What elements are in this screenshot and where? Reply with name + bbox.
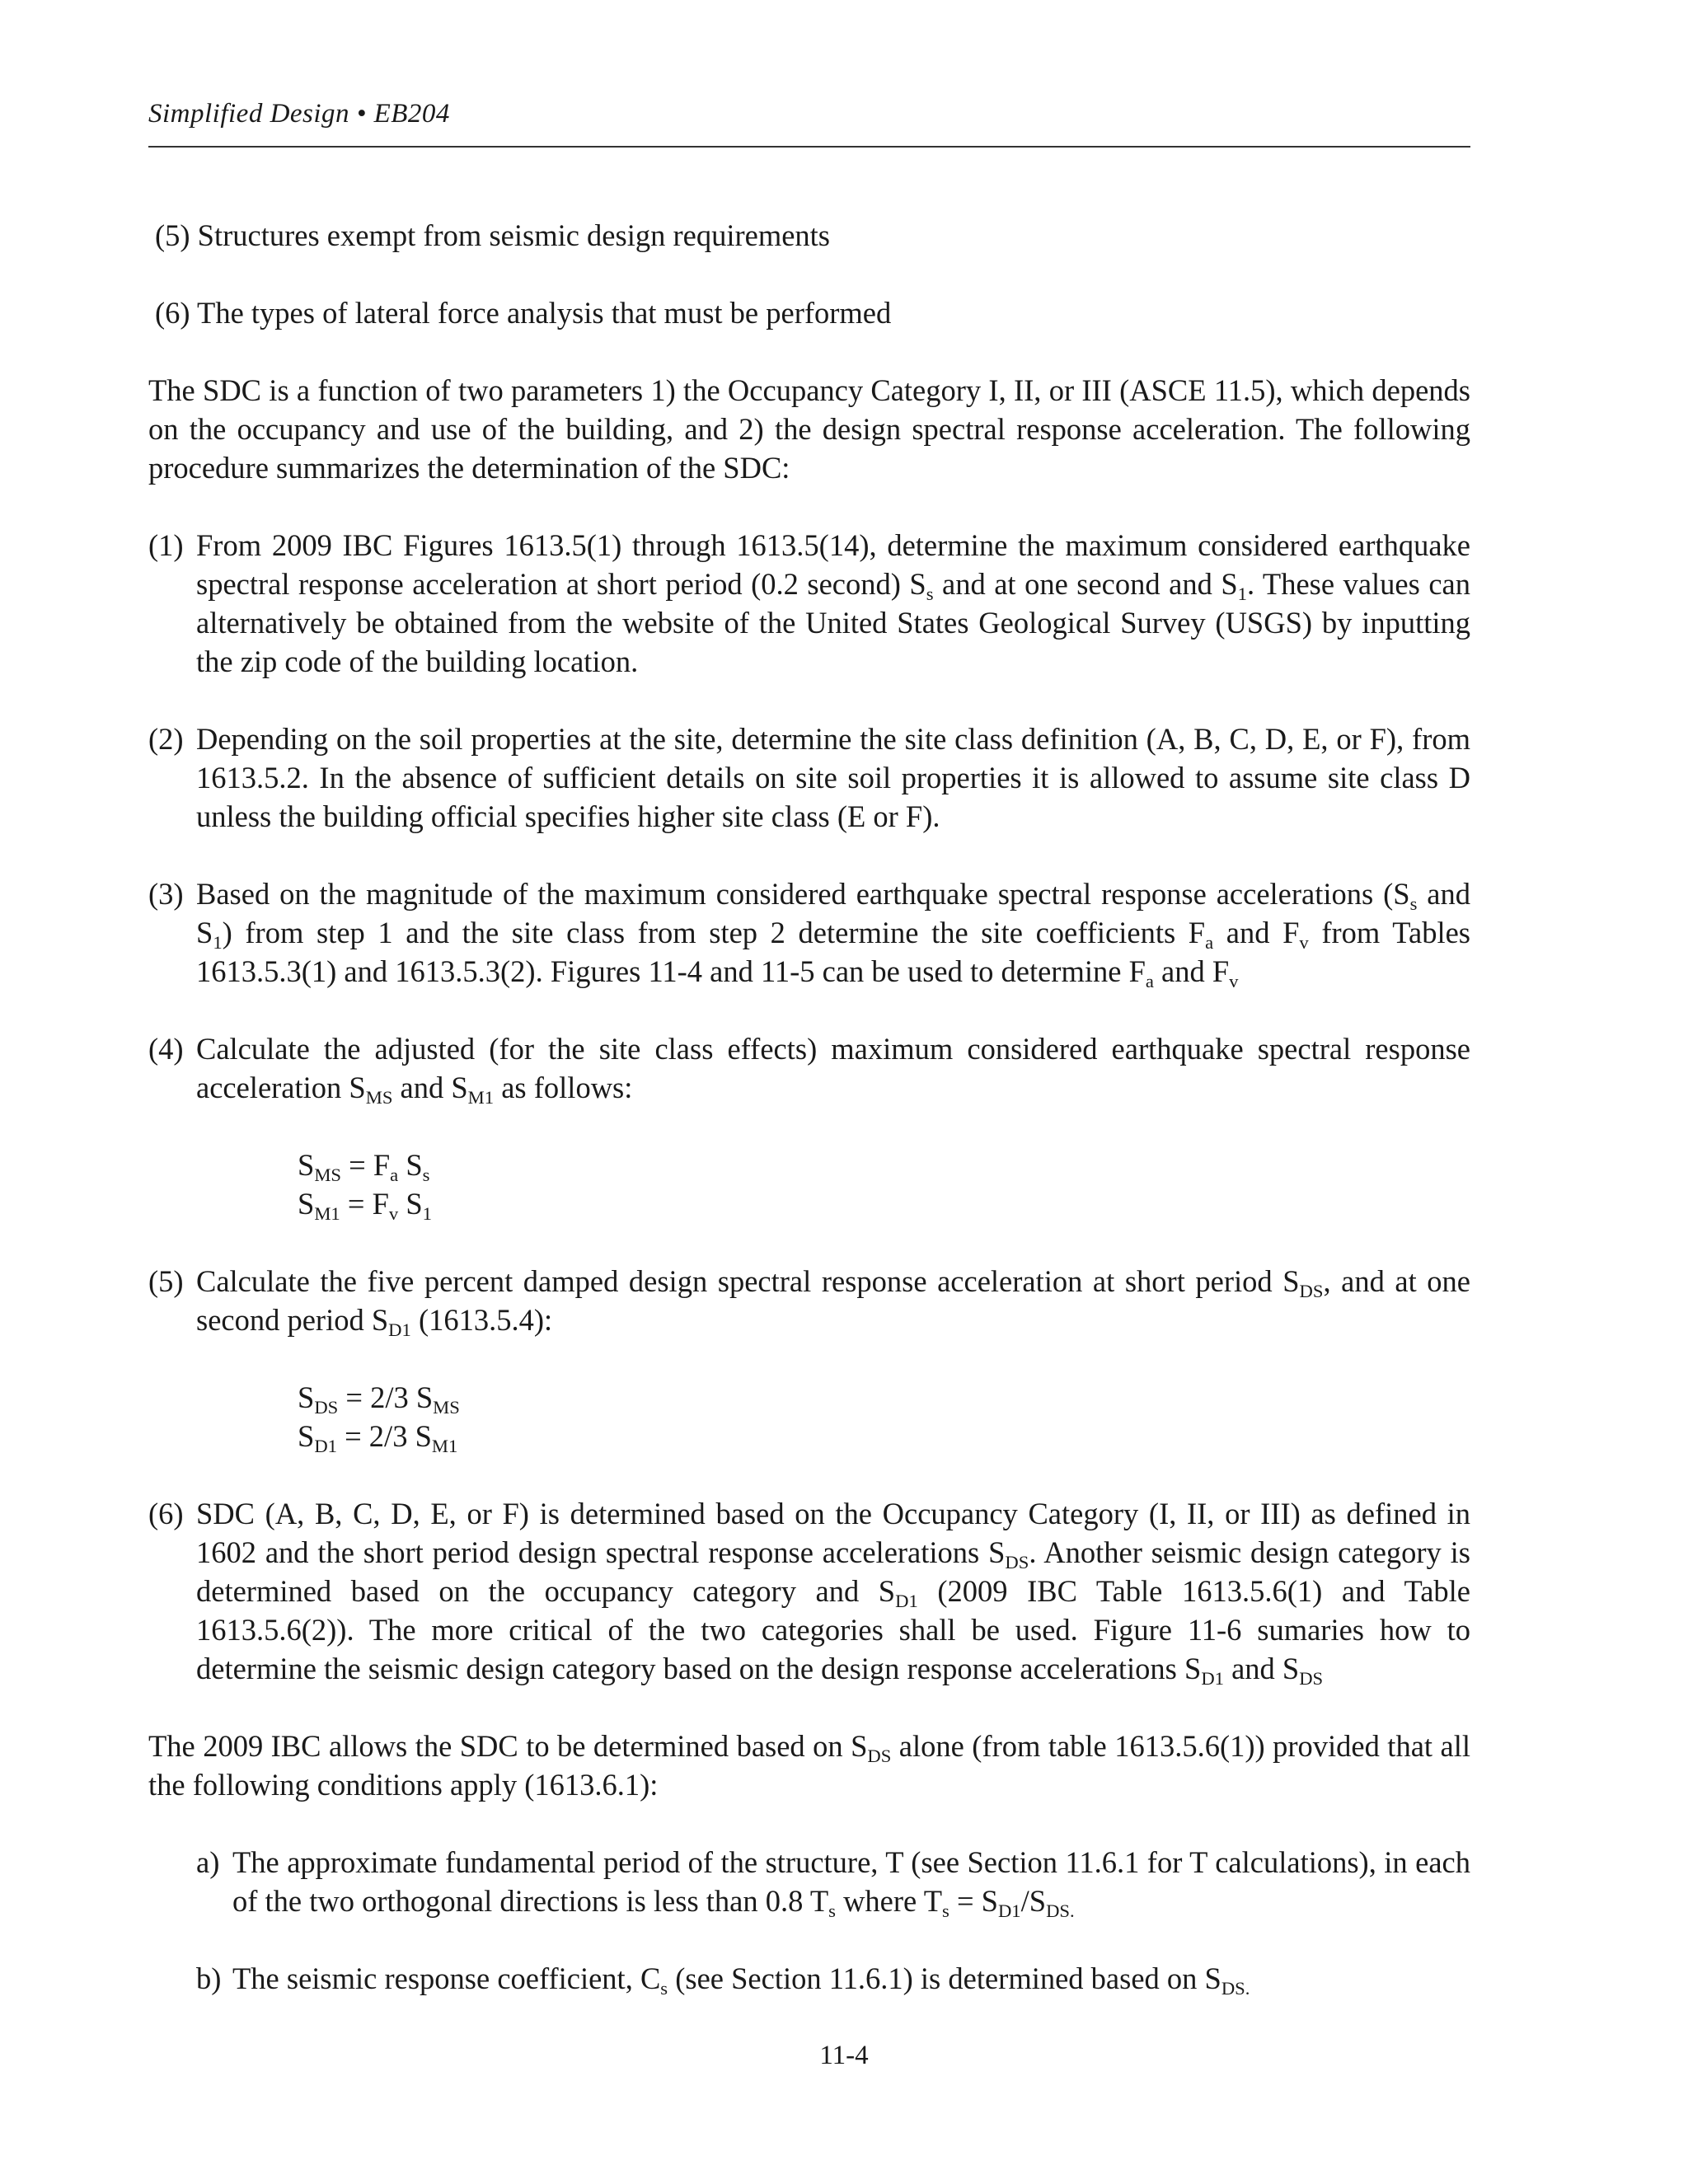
step-3 <box>148 874 1470 991</box>
step-text: Calculate the five percent damped design spectral response acceleration at short period $S_{DS}$, and at one second period $S_{D1}$ (1613.5.4): <box>196 1264 1471 1340</box>
condition-b <box>196 1959 1470 1998</box>
step-number: (5) <box>148 1264 184 1298</box>
equation-sd1: $S_{D1} = 2/3$ $S_{M1}$ <box>298 1419 458 1456</box>
ibc-conditions-paragraph: The 2009 IBC allows the SDC to be determined based on $S_{DS}$ alone (from table 1613.5.6(1)) provided that all the following conditions apply (1613.6.1): <box>148 1729 1470 1802</box>
step-number: (4) <box>148 1032 184 1066</box>
equation-block-sds-sd1 <box>148 1378 1470 1455</box>
page-number: 11-4 <box>819 2041 869 2070</box>
running-header: Simplified Design • EB204 <box>148 99 450 129</box>
step-number: (3) <box>148 877 184 911</box>
equation-block-sms-sm1 <box>148 1146 1470 1223</box>
step-4 <box>148 1029 1470 1107</box>
header-rule <box>148 146 1470 148</box>
step-2 <box>148 719 1470 836</box>
step-1 <box>148 526 1470 681</box>
intro-item-6: (6) The types of lateral force analysis that must be performed <box>155 296 892 330</box>
equation-sds: $S_{DS} = 2/3$ $S_{MS}$ <box>298 1380 460 1418</box>
condition-label: b) <box>196 1961 222 1995</box>
page-body <box>148 216 1470 2036</box>
step-number: (6) <box>148 1497 184 1530</box>
intro-item-5: (5) Structures exempt from seismic design requirements <box>155 218 831 252</box>
sdc-intro-paragraph: The SDC is a function of two parameters 1) the Occupancy Category I, II, or III (ASCE 11.5), which depends on the occupancy and use of the building, and 2) the design spectral response acceleration. The following procedure summarizes the determination of the SDC: <box>148 373 1470 485</box>
condition-text: The seismic response coefficient, $C_s$ (see Section 11.6.1) is determined based on $S_{DS.}$ <box>232 1961 1250 1999</box>
step-text: SDC (A, B, C, D, E, or F) is determined based on the Occupancy Category (I, II, or III) as defined in 1602 and the short period design spectral response accelerations $S_{DS}$. Another seismic design category is determined based on the occupancy category and $S_{D1}$ (2009 IBC Table 1613.5.6(1) and Table 1613.5.6(2)). The more critical of the two categories shall be used. Figure 11-6 sumaries how to determine the seismic design category based on the design response accelerations $S_{D1}$ and $S_{DS}$ <box>196 1497 1470 1689</box>
step-text: Calculate the adjusted (for the site class effects) maximum considered earthquake spectral response acceleration $S_{MS}$ and $S_{M1}$ as follows: <box>196 1032 1470 1108</box>
step-5 <box>148 1262 1470 1339</box>
step-text: Depending on the soil properties at the site, determine the site class definition (A, B, C, D, E, or F), from 1613.5.2. In the absence of sufficient details on site soil properties it is allowed to assume site class D unless the building official specifies higher site class (E or F). <box>196 722 1470 833</box>
step-text: From 2009 IBC Figures 1613.5(1) through 1613.5(14), determine the maximum considered earthquake spectral response acceleration at short period (0.2 second) $S_s$ and at one second and $S_1$. These values can alternatively be obtained from the website of the United States Geological Survey (USGS) by inputting the zip code of the building location. <box>196 528 1470 678</box>
condition-label: a) <box>196 1845 220 1879</box>
condition-a <box>196 1843 1470 1920</box>
equation-sms: $S_{MS} = F_a$ $S_s$ <box>298 1148 430 1185</box>
equation-sm1: $S_{M1} = F_v$ $S_1$ <box>298 1187 432 1224</box>
step-text: Based on the magnitude of the maximum considered earthquake spectral response accelerations ($S_s$ and $S_1$) from step 1 and the site class from step 2 determine the site coefficients $F_a$ and $F_v$ from Tables 1613.5.3(1) and 1613.5.3(2). Figures 11-4 and 11-5 can be used to determine $F_a$ and $F_v$ <box>196 877 1470 991</box>
step-number: (2) <box>148 722 184 756</box>
step-number: (1) <box>148 528 184 562</box>
condition-text: The approximate fundamental period of the structure, T (see Section 11.6.1 for T calculations), in each of the two orthogonal directions is less than 0.8 $T_s$ where $T_s = S_{D1}/S_{DS.}$ <box>232 1845 1470 1921</box>
step-6 <box>148 1494 1470 1688</box>
